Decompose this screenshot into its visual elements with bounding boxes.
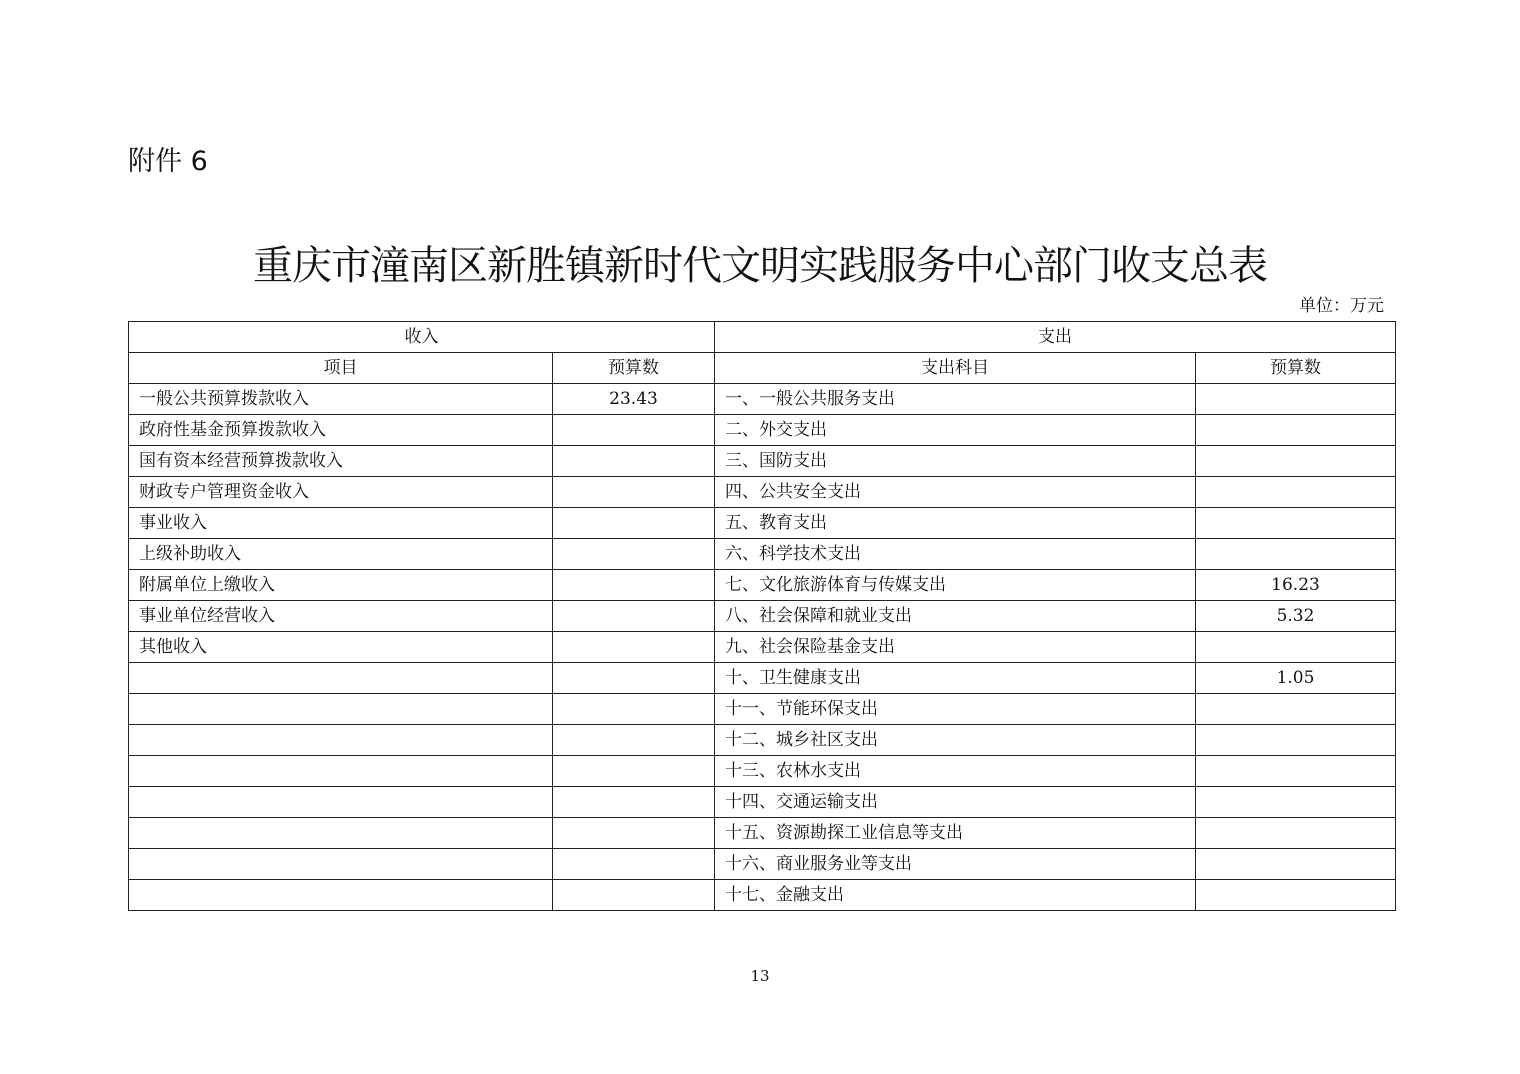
table-row xyxy=(129,756,1396,787)
expense-item-cell: 五、教育支出 xyxy=(715,508,1196,539)
table-row xyxy=(129,849,1396,880)
expense-amount-cell xyxy=(1196,756,1396,787)
expense-amount-cell xyxy=(1196,415,1396,446)
page-title: 重庆市潼南区新胜镇新时代文明实践服务中心部门收支总表 xyxy=(253,243,1267,289)
table-row xyxy=(129,663,1396,694)
expense-amount-cell: 16.23 xyxy=(1196,570,1396,601)
expense-item-cell: 十、卫生健康支出 xyxy=(715,663,1196,694)
expense-amount-cell xyxy=(1196,446,1396,477)
col-header-expense-item: 支出科目 xyxy=(715,353,1196,384)
attachment-label: 附件 6 xyxy=(128,146,208,177)
expense-amount-cell xyxy=(1196,508,1396,539)
expense-amount-cell: 1.05 xyxy=(1196,663,1396,694)
income-amount-cell xyxy=(553,632,715,663)
table-row xyxy=(129,508,1396,539)
income-item-cell: 政府性基金预算拨款收入 xyxy=(129,415,553,446)
expense-item-cell: 十三、农林水支出 xyxy=(715,756,1196,787)
col-header-item: 项目 xyxy=(129,353,553,384)
income-amount-cell xyxy=(553,694,715,725)
col-header-income-budget: 预算数 xyxy=(553,353,715,384)
income-item-cell: 一般公共预算拨款收入 xyxy=(129,384,553,415)
income-amount-cell xyxy=(553,663,715,694)
expense-amount-cell xyxy=(1196,384,1396,415)
table-row xyxy=(129,415,1396,446)
expense-item-cell: 十四、交通运输支出 xyxy=(715,787,1196,818)
expense-amount-cell xyxy=(1196,539,1396,570)
page-number: 13 xyxy=(750,967,770,985)
table-row xyxy=(129,477,1396,508)
expense-item-cell: 七、文化旅游体育与传媒支出 xyxy=(715,570,1196,601)
table-row xyxy=(129,446,1396,477)
table-row xyxy=(129,632,1396,663)
income-amount-cell xyxy=(553,818,715,849)
expense-item-cell: 八、社会保障和就业支出 xyxy=(715,601,1196,632)
table-row xyxy=(129,539,1396,570)
expense-amount-cell: 5.32 xyxy=(1196,601,1396,632)
income-amount-cell xyxy=(553,601,715,632)
expense-item-cell: 十一、节能环保支出 xyxy=(715,694,1196,725)
expense-item-cell: 九、社会保险基金支出 xyxy=(715,632,1196,663)
income-amount-cell xyxy=(553,570,715,601)
expense-amount-cell xyxy=(1196,787,1396,818)
expense-item-cell: 十五、资源勘探工业信息等支出 xyxy=(715,818,1196,849)
income-item-cell xyxy=(129,756,553,787)
expense-item-cell: 三、国防支出 xyxy=(715,446,1196,477)
expense-section-header: 支出 xyxy=(715,322,1396,353)
income-amount-cell xyxy=(553,415,715,446)
income-section-header: 收入 xyxy=(129,322,715,353)
income-item-cell: 财政专户管理资金收入 xyxy=(129,477,553,508)
table-row xyxy=(129,818,1396,849)
income-item-cell xyxy=(129,787,553,818)
expense-amount-cell xyxy=(1196,880,1396,911)
table-row xyxy=(129,880,1396,911)
income-item-cell xyxy=(129,818,553,849)
expense-item-cell: 一、一般公共服务支出 xyxy=(715,384,1196,415)
income-item-cell: 其他收入 xyxy=(129,632,553,663)
income-item-cell: 附属单位上缴收入 xyxy=(129,570,553,601)
table-row xyxy=(129,787,1396,818)
income-item-cell: 事业单位经营收入 xyxy=(129,601,553,632)
expense-amount-cell xyxy=(1196,477,1396,508)
expense-item-cell: 六、科学技术支出 xyxy=(715,539,1196,570)
expense-amount-cell xyxy=(1196,632,1396,663)
table-row xyxy=(129,694,1396,725)
income-item-cell: 事业收入 xyxy=(129,508,553,539)
income-item-cell xyxy=(129,725,553,756)
table-row xyxy=(129,725,1396,756)
income-amount-cell xyxy=(553,477,715,508)
budget-summary-table xyxy=(128,321,1396,911)
income-item-cell: 上级补助收入 xyxy=(129,539,553,570)
expense-amount-cell xyxy=(1196,849,1396,880)
income-amount-cell xyxy=(553,446,715,477)
income-amount-cell xyxy=(553,849,715,880)
expense-item-cell: 四、公共安全支出 xyxy=(715,477,1196,508)
income-item-cell xyxy=(129,663,553,694)
income-amount-cell xyxy=(553,508,715,539)
income-amount-cell xyxy=(553,725,715,756)
section-header-row xyxy=(129,322,1396,353)
income-amount-cell xyxy=(553,880,715,911)
expense-item-cell: 十七、金融支出 xyxy=(715,880,1196,911)
expense-item-cell: 十二、城乡社区支出 xyxy=(715,725,1196,756)
table-row xyxy=(129,384,1396,415)
income-amount-cell: 23.43 xyxy=(553,384,715,415)
col-header-expense-budget: 预算数 xyxy=(1196,353,1396,384)
table-row xyxy=(129,570,1396,601)
unit-label: 单位：万元 xyxy=(1299,296,1384,316)
table-row xyxy=(129,601,1396,632)
expense-item-cell: 十六、商业服务业等支出 xyxy=(715,849,1196,880)
income-amount-cell xyxy=(553,756,715,787)
income-item-cell: 国有资本经营预算拨款收入 xyxy=(129,446,553,477)
expense-amount-cell xyxy=(1196,725,1396,756)
column-header-row xyxy=(129,353,1396,384)
budget-table-body xyxy=(129,322,1396,911)
income-item-cell xyxy=(129,694,553,725)
expense-amount-cell xyxy=(1196,818,1396,849)
expense-amount-cell xyxy=(1196,694,1396,725)
income-item-cell xyxy=(129,849,553,880)
income-item-cell xyxy=(129,880,553,911)
expense-item-cell: 二、外交支出 xyxy=(715,415,1196,446)
income-amount-cell xyxy=(553,787,715,818)
income-amount-cell xyxy=(553,539,715,570)
